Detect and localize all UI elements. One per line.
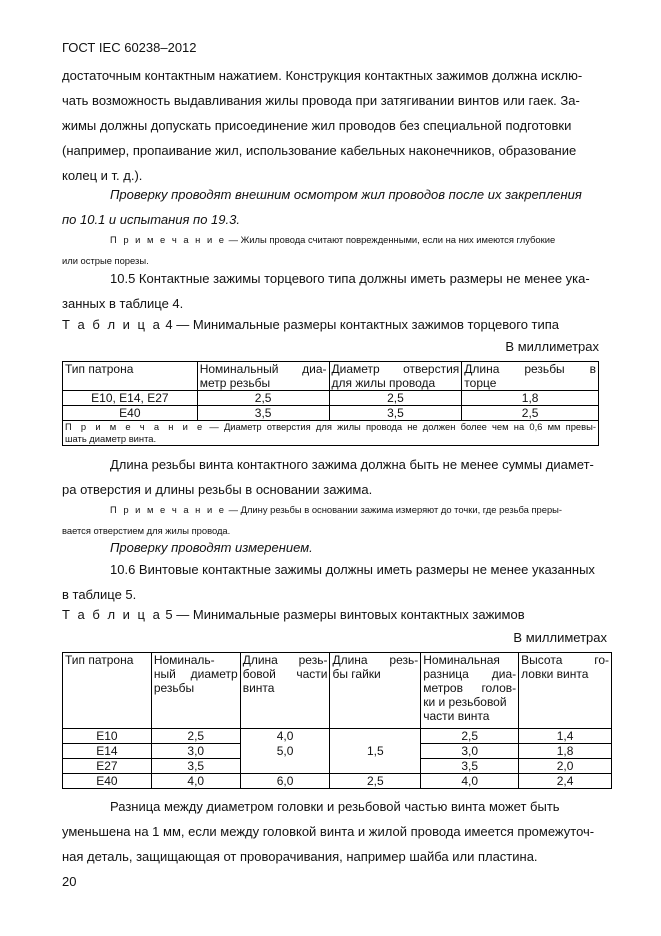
text-line: жимы должны допускать присоединение жил проводов без специальной подготовки [62, 118, 572, 133]
table-label: Т а б л и ц а [62, 317, 162, 332]
paragraph-10-5 [62, 266, 615, 316]
table-label: Т а б л и ц а [62, 607, 162, 622]
note-text: вается отверстием для жилы провода. [62, 525, 231, 536]
header-cell: Диаметр отверстия для жилы провода [329, 362, 462, 391]
text-line: Разница между диаметром головки и резьбовой частью винта может быть [110, 799, 560, 814]
text-line: по 10.1 и испытания по 19.3. [62, 212, 240, 227]
table-cell: 2,5 [330, 774, 421, 789]
header-cell: Тип патрона [63, 362, 198, 391]
table-cell: 3,0 [421, 744, 519, 759]
check-paragraph-1 [62, 182, 615, 232]
text-line: занных в таблице 4. [62, 296, 184, 311]
table-cell: 3,5 [197, 406, 329, 421]
table-header-row [63, 653, 612, 729]
text-line: ра отверстия и длины резьбы в основании зажима. [62, 482, 373, 497]
table-cell: 6,0 [240, 774, 330, 789]
paragraph-head-diff [62, 794, 615, 869]
table-cell: 2,5 [197, 391, 329, 406]
text-line: Проверку проводят внешним осмотром жил проводов после их закрепления [110, 187, 582, 202]
header-cell: Длина резь- бовой части винта [240, 653, 330, 729]
header-cell: Длина резьбы в торце [462, 362, 599, 391]
table-cell: E10, E14, E27 [63, 391, 198, 406]
table-cell: 4,0 [151, 774, 240, 789]
text-line: Длина резьбы винта контактного зажима должна быть не менее суммы диамет- [110, 457, 594, 472]
table-cell: 2,5 [462, 406, 599, 421]
table-4-caption [62, 317, 559, 332]
text-line: 10.6 Винтовые контактные зажимы должны иметь размеры не менее указанных [110, 562, 595, 577]
table-row [63, 774, 612, 789]
table-cell: E40 [63, 774, 152, 789]
caption-text: 5 — Минимальные размеры винтовых контактных зажимов [161, 607, 525, 622]
header-cell: Длина резь- бы гайки [330, 653, 421, 729]
table-cell: 1,5 [330, 729, 421, 774]
table-cell: E27 [63, 759, 152, 774]
text-line: достаточным контактным нажатием. Конструкция контактных зажимов должна исклю- [62, 68, 583, 83]
table-cell: 2,0 [519, 759, 612, 774]
text-line: в таблице 5. [62, 587, 137, 602]
header-cell: Номиналь- ный диаметр резьбы [151, 653, 240, 729]
table-5-caption [62, 607, 525, 622]
table-5 [62, 652, 612, 789]
table-cell: E10 [63, 729, 152, 744]
text-line: ная деталь, защищающая от проворачивания, например шайба или пластина. [62, 849, 538, 864]
text-line: Проверку проводят измерением. [110, 540, 313, 555]
header-cell: Тип патрона [63, 653, 152, 729]
table-cell: 3,5 [421, 759, 519, 774]
paragraph-contact-pressure [62, 63, 615, 188]
table-note: П р и м е ч а н и е — Диаметр отверстия для жилы провода не должен более чем на 0,6 мм превы- шать диаметр винта. [63, 421, 599, 446]
table-cell: 5,0 [240, 744, 330, 774]
text-line: (например, пропаивание жил, использование кабельных наконечников, образование [62, 143, 577, 158]
table-row [63, 729, 612, 744]
table-cell: 1,8 [462, 391, 599, 406]
table-cell: E14 [63, 744, 152, 759]
table-note-row [63, 421, 599, 446]
table-cell: 2,5 [329, 391, 462, 406]
table-cell: E40 [63, 406, 198, 421]
note-1 [62, 229, 615, 271]
note-text: — Длину резьбы в основании зажима измеряют до точки, где резьба преры- [226, 504, 563, 515]
note-label: П р и м е ч а н и е [110, 234, 227, 245]
text-line: 10.5 Контактные зажимы торцевого типа должны иметь размеры не менее ука- [110, 271, 590, 286]
unit-label: В миллиметрах [505, 339, 599, 354]
text-line: уменьшена на 1 мм, если между головкой винта и жилой провода имеется промежуточ- [62, 824, 595, 839]
page-number: 20 [62, 874, 77, 889]
table-cell: 2,4 [519, 774, 612, 789]
table-4 [62, 361, 599, 446]
note-text: — Жилы провода считают поврежденными, если на них имеются глубокие [226, 234, 556, 245]
text-line: чать возможность выдавливания жилы провода при затягивании винтов или гаек. За- [62, 93, 580, 108]
paragraph-10-6 [62, 557, 615, 607]
table-cell: 1,4 [519, 729, 612, 744]
table-cell: 1,8 [519, 744, 612, 759]
table-cell: 4,0 [240, 729, 330, 744]
table-cell: 2,5 [421, 729, 519, 744]
header-cell: Высота го- ловки винта [519, 653, 612, 729]
table-cell: 4,0 [421, 774, 519, 789]
caption-text: 4 — Минимальные размеры контактных зажимов торцевого типа [161, 317, 560, 332]
table-cell: 2,5 [151, 729, 240, 744]
table-header-row [63, 362, 599, 391]
table-cell: 3,0 [151, 744, 240, 759]
table-cell: 3,5 [329, 406, 462, 421]
header-cell: Номинальный диа- метр резьбы [197, 362, 329, 391]
note-text: или острые порезы. [62, 255, 149, 266]
header-cell: Номинальная разница диа- метров голов- ки и резьбовой части винта [421, 653, 519, 729]
paragraph-thread-length [62, 452, 615, 502]
table-row [63, 391, 599, 406]
unit-label: В миллиметрах [513, 630, 607, 645]
table-cell: 3,5 [151, 759, 240, 774]
note-label: П р и м е ч а н и е [110, 504, 227, 515]
table-row [63, 406, 599, 421]
text-line: колец и т. д.). [62, 168, 143, 183]
document-header: ГОСТ IEC 60238–2012 [62, 40, 197, 55]
